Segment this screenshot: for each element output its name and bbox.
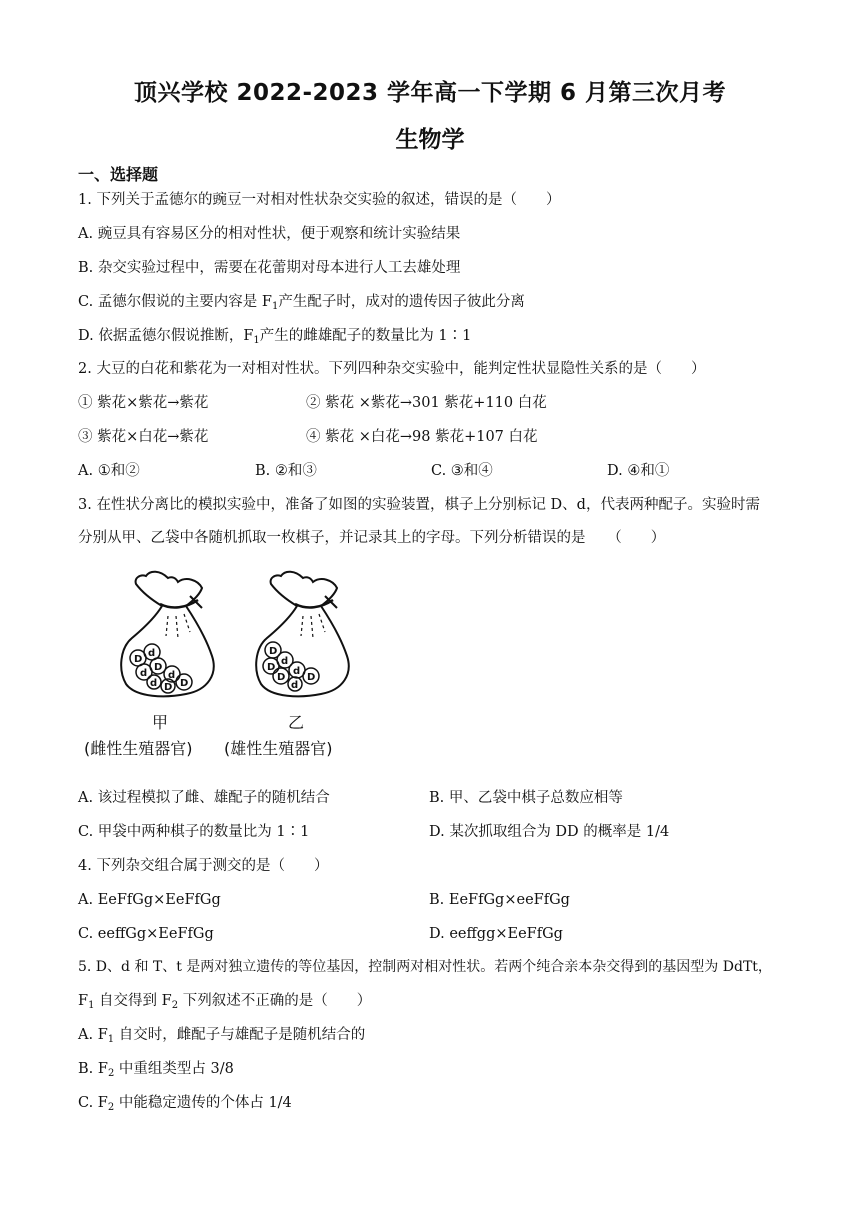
svg-text:D: D	[267, 662, 276, 673]
bag-yi-icon	[256, 572, 349, 697]
bag-jia-icon	[121, 572, 214, 697]
q4-option-d: D. eeffgg×EeFfGg	[429, 926, 563, 942]
q5-stem-line1: 5. D、d 和 T、t 是两对独立遗传的等位基因，控制两对相对性状。若两个纯合亲本杂交得到的基因型为 DdTt，	[78, 959, 772, 975]
q3-option-c: C. 甲袋中两种棋子的数量比为 1∶1	[78, 824, 310, 840]
q5-option-c: C. $F_2$ 中能稳定遗传的个体占 1/4	[78, 1095, 292, 1113]
svg-text:d: d	[150, 678, 158, 689]
q2-option-b: B. ②和③	[255, 463, 317, 479]
q5-stem-line2: $F_1$ 自交得到 $F_2$ 下列叙述不正确的是（ ）	[78, 993, 372, 1011]
q5-option-a: A. $F_1$ 自交时，雌配子与雄配子是随机结合的	[78, 1027, 366, 1045]
q2-cross-1: ① 紫花×紫花→紫花	[78, 395, 209, 411]
q3-stem-line2: 分别从甲、乙袋中各随机抓取一枚棋子，并记录其上的字母。下列分析错误的是 （ ）	[78, 530, 666, 546]
svg-text:d: d	[140, 668, 148, 679]
svg-text:D: D	[269, 646, 278, 657]
q2-option-c: C. ③和④	[431, 463, 493, 479]
bag-yi-label: 乙	[288, 713, 305, 732]
q3-option-a: A. 该过程模拟了雌、雄配子的随机结合	[78, 790, 330, 806]
bag-jia-label: 甲	[152, 713, 169, 732]
subject-title: 生物学	[395, 127, 465, 153]
q4-option-b: B. EeFfGg×eeFfGg	[429, 892, 570, 908]
bag-yi-caption: (雄性生殖器官)	[224, 739, 333, 758]
q3-option-b: B. 甲、乙袋中棋子总数应相等	[429, 790, 623, 806]
q4-option-a: A. EeFfGg×EeFfGg	[78, 892, 221, 908]
svg-text:d: d	[148, 648, 156, 659]
q2-option-d: D. ④和①	[607, 463, 670, 479]
bags-figure	[84, 566, 380, 766]
q3-option-d: D. 某次抓取组合为 DD 的概率是 1/4	[429, 824, 670, 840]
q1-stem: 1. 下列关于孟德尔的豌豆一对相对性状杂交实验的叙述，错误的是（ ）	[78, 192, 561, 208]
bag-jia-caption: (雌性生殖器官)	[84, 739, 193, 758]
q2-stem: 2. 大豆的白花和紫花为一对相对性状。下列四种杂交实验中，能判定性状显隐性关系的是（ ）	[78, 361, 706, 377]
svg-text:d: d	[291, 680, 299, 691]
q4-option-c: C. eeffGg×EeFfGg	[78, 926, 214, 942]
q4-stem: 4. 下列杂交组合属于测交的是（ ）	[78, 858, 329, 874]
svg-text:D: D	[307, 672, 316, 683]
q2-cross-2: ② 紫花 ×紫花→301 紫花+110 白花	[306, 395, 547, 411]
svg-text:D: D	[277, 672, 286, 683]
q5-option-b: B. $F_2$ 中重组类型占 3/8	[78, 1061, 234, 1079]
svg-text:D: D	[164, 682, 173, 693]
svg-text:D: D	[134, 654, 143, 665]
svg-text:d: d	[281, 656, 289, 667]
q2-cross-4: ④ 紫花 ×白花→98 紫花+107 白花	[306, 429, 538, 445]
svg-text:D: D	[180, 678, 189, 689]
q1-option-b: B. 杂交实验过程中，需要在花蕾期对母本进行人工去雄处理	[78, 260, 461, 276]
svg-text:D: D	[154, 662, 163, 673]
svg-text:d: d	[168, 670, 176, 681]
svg-text:d: d	[293, 666, 301, 677]
q1-option-c: C. 孟德尔假说的主要内容是 $F_1$产生配子时，成对的遗传因子彼此分离	[78, 294, 525, 312]
exam-title: 顶兴学校 2022-2023 学年高一下学期 6 月第三次月考	[133, 80, 727, 106]
q1-option-a: A. 豌豆具有容易区分的相对性状，便于观察和统计实验结果	[78, 226, 461, 242]
q2-option-a: A. ①和②	[78, 463, 140, 479]
q3-stem-line1: 3. 在性状分离比的模拟实验中，准备了如图的实验装置，棋子上分别标记 D、d，代表两种配子。实验时需	[78, 497, 760, 513]
section-heading: 一、选择题	[78, 165, 159, 184]
q1-option-d: D. 依据孟德尔假说推断，$F_1$产生的雌雄配子的数量比为 1∶1	[78, 328, 472, 346]
q2-cross-3: ③ 紫花×白花→紫花	[78, 429, 209, 445]
